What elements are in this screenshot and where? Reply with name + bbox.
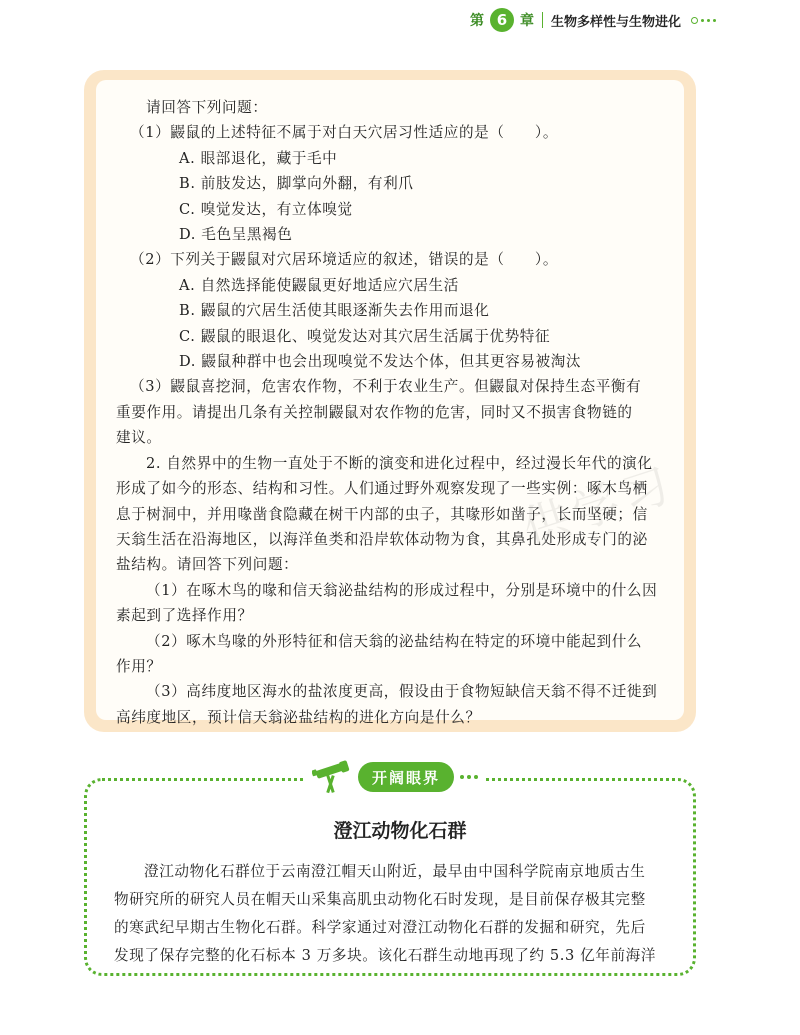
q2-option-d: D. 鼹鼠种群中也会出现嗅觉不发达个体，但其更容易被淘汰 bbox=[179, 353, 582, 371]
q2-option-a: A. 自然选择能使鼹鼠更好地适应穴居生活 bbox=[179, 276, 459, 294]
problem2-q3-line: （3）高纬度地区海水的盐浓度更高，假设由于食物短缺信天翁不得不迁徙到 bbox=[146, 683, 658, 701]
problem2-q2-line: （2）啄木鸟喙的外形特征和信天翁的泌盐结构在特定的环境中能起到什么 bbox=[146, 632, 643, 650]
problem2-q3-line: 高纬度地区，预计信天翁泌盐结构的进化方向是什么？ bbox=[116, 708, 481, 726]
exercise-content bbox=[116, 95, 666, 730]
q2-stem: （2）下列关于鼹鼠对穴居环境适应的叙述，错误的是（ ）。 bbox=[130, 251, 559, 269]
q1-option-a: A. 眼部退化，藏于毛中 bbox=[179, 149, 338, 167]
q3-line: （3）鼹鼠喜挖洞，危害农作物，不利于农业生产。但鼹鼠对保持生态平衡有 bbox=[130, 378, 642, 396]
question-intro: 请回答下列问题： bbox=[146, 99, 268, 116]
knowledge-line: 澄江动物化石群位于云南澄江帽天山附近，最早由中国科学院南京地质古生 bbox=[144, 863, 646, 880]
knowledge-line: 发现了保存完整的化石标本 3 万多块。该化石群生动地再现了约 5.3 亿年前海洋 bbox=[114, 947, 657, 964]
q1-stem: （1）鼹鼠的上述特征不属于对白天穴居习性适应的是（ ）。 bbox=[130, 124, 559, 142]
q3-line: 建议。 bbox=[116, 429, 162, 447]
q2-option-b: B. 鼹鼠的穴居生活使其眼逐渐失去作用而退化 bbox=[179, 302, 490, 320]
knowledge-badge-group bbox=[304, 756, 486, 798]
badge-dots-icon bbox=[460, 775, 478, 779]
header-decoration-icon bbox=[691, 17, 716, 24]
knowledge-line: 的寒武纪早期古生物化石群。科学家通过对澄江动物化石群的发掘和研究，先后 bbox=[114, 919, 646, 936]
problem2-line: 2. 自然界中的生物一直处于不断的演变和进化过程中，经过漫长年代的演化 bbox=[146, 454, 653, 472]
problem2-line: 天翁生活在沿海地区，以海洋鱼类和沿岸软体动物为食，其鼻孔处形成专门的泌 bbox=[116, 530, 648, 548]
problem2-line: 息于树洞中，并用喙凿食隐藏在树干内部的虫子，其喙形如凿子，长而坚硬；信 bbox=[116, 505, 648, 523]
chapter-number-badge: 6 bbox=[490, 8, 514, 32]
problem2-q1-line: （1）在啄木鸟的喙和信天翁泌盐结构的形成过程中，分别是环境中的什么因 bbox=[146, 581, 658, 599]
knowledge-title: 澄江动物化石群 bbox=[333, 820, 467, 842]
chapter-suffix: 章 bbox=[519, 13, 534, 29]
q1-option-d: D. 毛色呈黑褐色 bbox=[179, 226, 293, 244]
knowledge-line: 物研究所的研究人员在帽天山采集高肌虫动物化石时发现，是目前保存极其完整 bbox=[114, 891, 646, 908]
telescope-icon bbox=[312, 759, 352, 795]
problem2-line: 盐结构。请回答下列问题： bbox=[116, 556, 299, 574]
chapter-title: 生物多样性与生物进化 bbox=[550, 14, 681, 30]
header-divider bbox=[542, 12, 543, 28]
problem2-q1-line: 素起到了选择作用？ bbox=[116, 607, 253, 625]
problem2-line: 形成了如今的形态、结构和习性。人们通过野外观察发现了一些实例：啄木鸟栖 bbox=[116, 480, 648, 498]
q3-line: 重要作用。请提出几条有关控制鼹鼠对农作物的危害，同时又不损害食物链的 bbox=[116, 403, 633, 421]
chapter-prefix: 第 bbox=[469, 13, 484, 29]
chapter-header bbox=[470, 6, 716, 34]
q1-option-c: C. 嗅觉发达，有立体嗅觉 bbox=[179, 200, 353, 218]
q2-option-c: C. 鼹鼠的眼退化、嗅觉发达对其穴居生活属于优势特征 bbox=[179, 327, 551, 345]
problem2-q2-line: 作用？ bbox=[116, 657, 162, 675]
knowledge-badge: 开阔眼界 bbox=[358, 762, 454, 792]
knowledge-text bbox=[114, 858, 694, 970]
q1-option-b: B. 前肢发达，脚掌向外翻，有利爪 bbox=[179, 175, 414, 193]
